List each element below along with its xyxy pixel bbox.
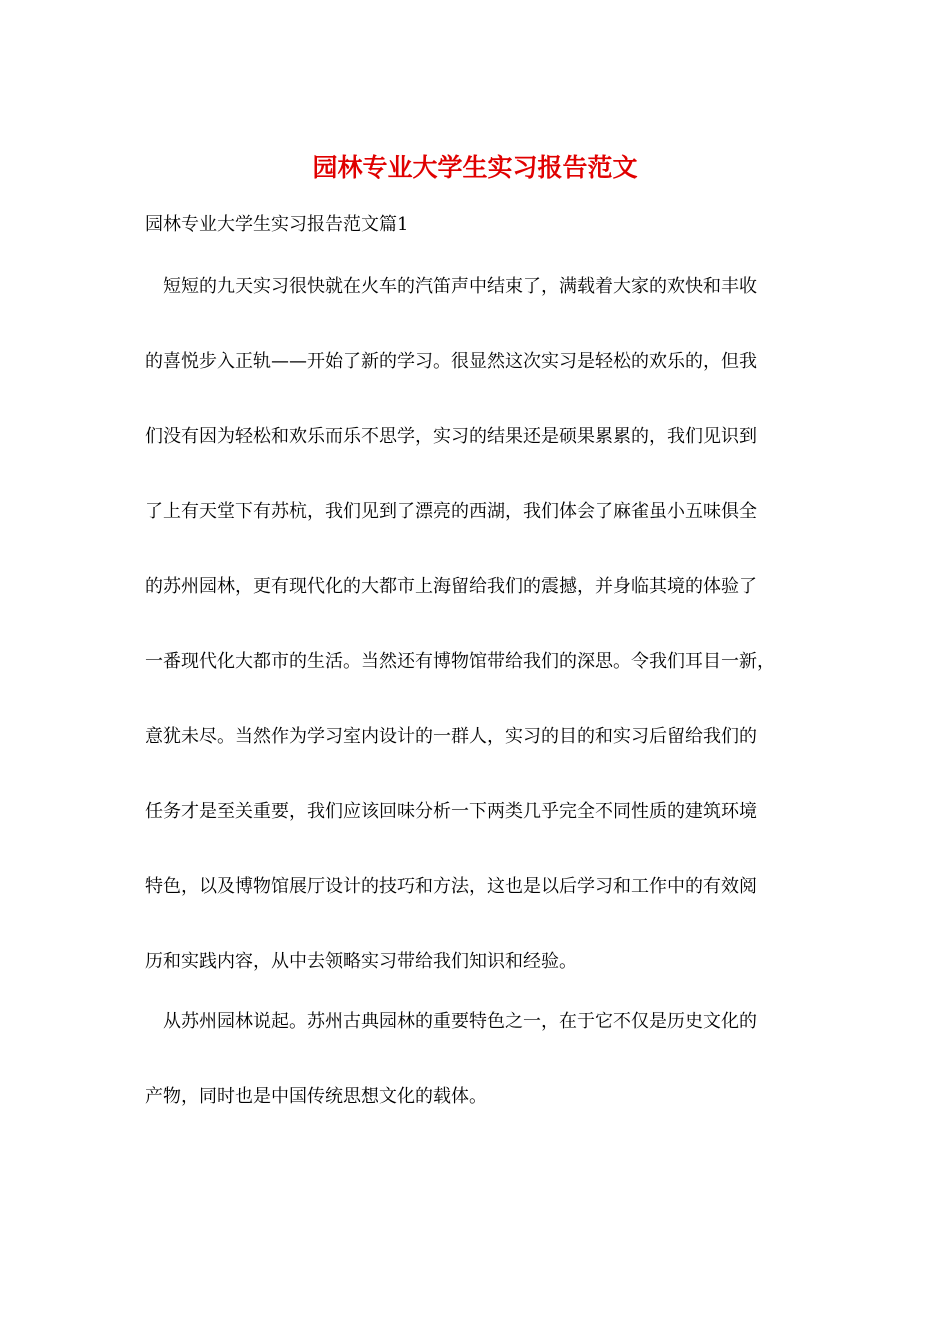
paragraph-line: 了上有天堂下有苏杭，我们见到了漂亮的西湖，我们体会了麻雀虽小五味俱全 <box>145 501 757 522</box>
paragraph-line: 意犹未尽。当然作为学习室内设计的一群人，实习的目的和实习后留给我们的 <box>145 726 757 747</box>
paragraph-line: 的喜悦步入正轨——开始了新的学习。很显然这次实习是轻松的欢乐的，但我 <box>145 351 757 372</box>
body-paragraph <box>145 249 805 999</box>
paragraph-line: 们没有因为轻松和欢乐而乐不思学，实习的结果还是硕果累累的，我们见识到 <box>145 426 757 447</box>
paragraph-line: 的苏州园林，更有现代化的大都市上海留给我们的震撼，并身临其境的体验了 <box>145 576 757 597</box>
paragraph-line: 任务才是至关重要，我们应该回味分析一下两类几乎完全不同性质的建筑环境 <box>145 801 757 822</box>
section-heading <box>145 211 408 239</box>
section-heading-number: 1 <box>397 214 409 235</box>
paragraph-line: 短短的九天实习很快就在火车的汽笛声中结束了，满载着大家的欢快和丰收 <box>163 276 757 297</box>
paragraph-line: 特色，以及博物馆展厅设计的技巧和方法，这也是以后学习和工作中的有效阅 <box>145 876 757 897</box>
paragraph-line: 产物，同时也是中国传统思想文化的载体。 <box>145 1086 487 1107</box>
paragraph-line: 一番现代化大都市的生活。当然还有博物馆带给我们的深思。令我们耳目一新， <box>145 651 775 672</box>
body-paragraph <box>145 984 805 1134</box>
section-heading-text: 园林专业大学生实习报告范文篇 <box>145 214 397 235</box>
paragraph-line: 历和实践内容，从中去领略实习带给我们知识和经验。 <box>145 951 577 972</box>
document-title: 园林专业大学生实习报告范文 <box>312 153 638 182</box>
paragraph-line: 从苏州园林说起。苏州古典园林的重要特色之一，在于它不仅是历史文化的 <box>163 1011 757 1032</box>
